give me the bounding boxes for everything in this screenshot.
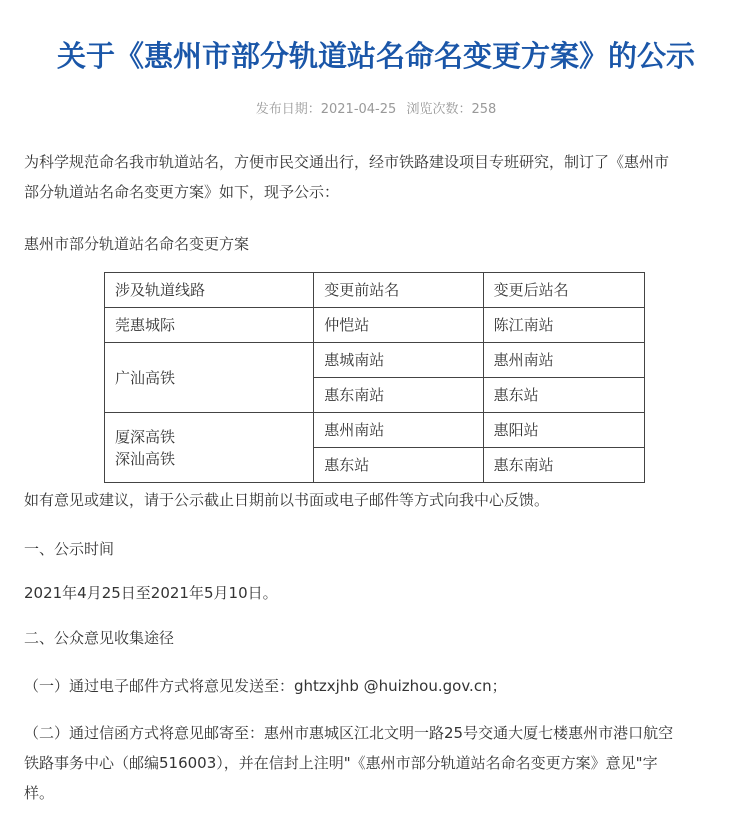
after-name-cell: 陈江南站 (483, 308, 644, 343)
table-row (105, 308, 645, 343)
table-row (105, 413, 645, 448)
mail-item-line: （二）通过信函方式将意见邮寄至：惠州市惠城区江北文明一路25号交通大厦七楼惠州市港口航空 (24, 724, 674, 742)
section-heading: 一、公示时间 (24, 540, 115, 558)
after-name-cell: 惠阳站 (483, 413, 644, 448)
station-rename-table (104, 272, 645, 483)
line-name: 深汕高铁 (115, 449, 176, 468)
view-count: 浏览次数：258 (406, 102, 497, 117)
before-name-cell: 惠东站 (314, 448, 483, 483)
before-name-cell: 惠东南站 (314, 378, 483, 413)
mail-item-line: 铁路事务中心（邮编516003），并在信封上注明"《惠州市部分轨道站名命名变更方案》意见"字 (24, 754, 658, 772)
before-name-cell: 惠州南站 (314, 413, 483, 448)
intro-line: 部分轨道站名命名变更方案》如下，现予公示： (24, 183, 340, 201)
table-caption: 惠州市部分轨道站名命名变更方案 (24, 235, 250, 253)
after-name-cell: 惠州南站 (483, 343, 644, 378)
mail-item (24, 719, 724, 807)
section-text: 2021年4月25日至2021年5月10日。 (24, 584, 278, 602)
mail-item-line: 样。 (24, 784, 55, 802)
line-cell: 广汕高铁 (105, 343, 314, 413)
intro-line: 为科学规范命名我市轨道站名，方便市民交通出行，经市铁路建设项目专班研究，制订了《惠州市 (24, 153, 670, 171)
after-name-cell: 惠东站 (483, 378, 644, 413)
feedback-paragraph: 如有意见或建议，请于公示截止日期前以书面或电子邮件等方式向我中心反馈。 (24, 491, 550, 509)
article-meta (0, 100, 752, 120)
before-name-cell: 惠城南站 (314, 343, 483, 378)
table-header-row (105, 273, 645, 308)
publish-date: 发布日期：2021-04-25 (255, 102, 397, 117)
page-title: 关于《惠州市部分轨道站名命名变更方案》的公示 (56, 39, 695, 73)
section-heading: 二、公众意见收集途径 (24, 629, 175, 647)
intro-paragraph (24, 148, 724, 206)
line-cell (105, 413, 314, 483)
table-row (105, 343, 645, 378)
email-item: （一）通过电子邮件方式将意见发送至：ghtzxjhb @huizhou.gov.cn； (24, 677, 507, 695)
line-name: 厦深高铁 (115, 427, 176, 446)
header-cell: 涉及轨道线路 (105, 273, 314, 308)
line-cell: 莞惠城际 (105, 308, 314, 343)
after-name-cell: 惠东南站 (483, 448, 644, 483)
header-cell: 变更后站名 (483, 273, 644, 308)
header-cell: 变更前站名 (314, 273, 483, 308)
before-name-cell: 仲恺站 (314, 308, 483, 343)
